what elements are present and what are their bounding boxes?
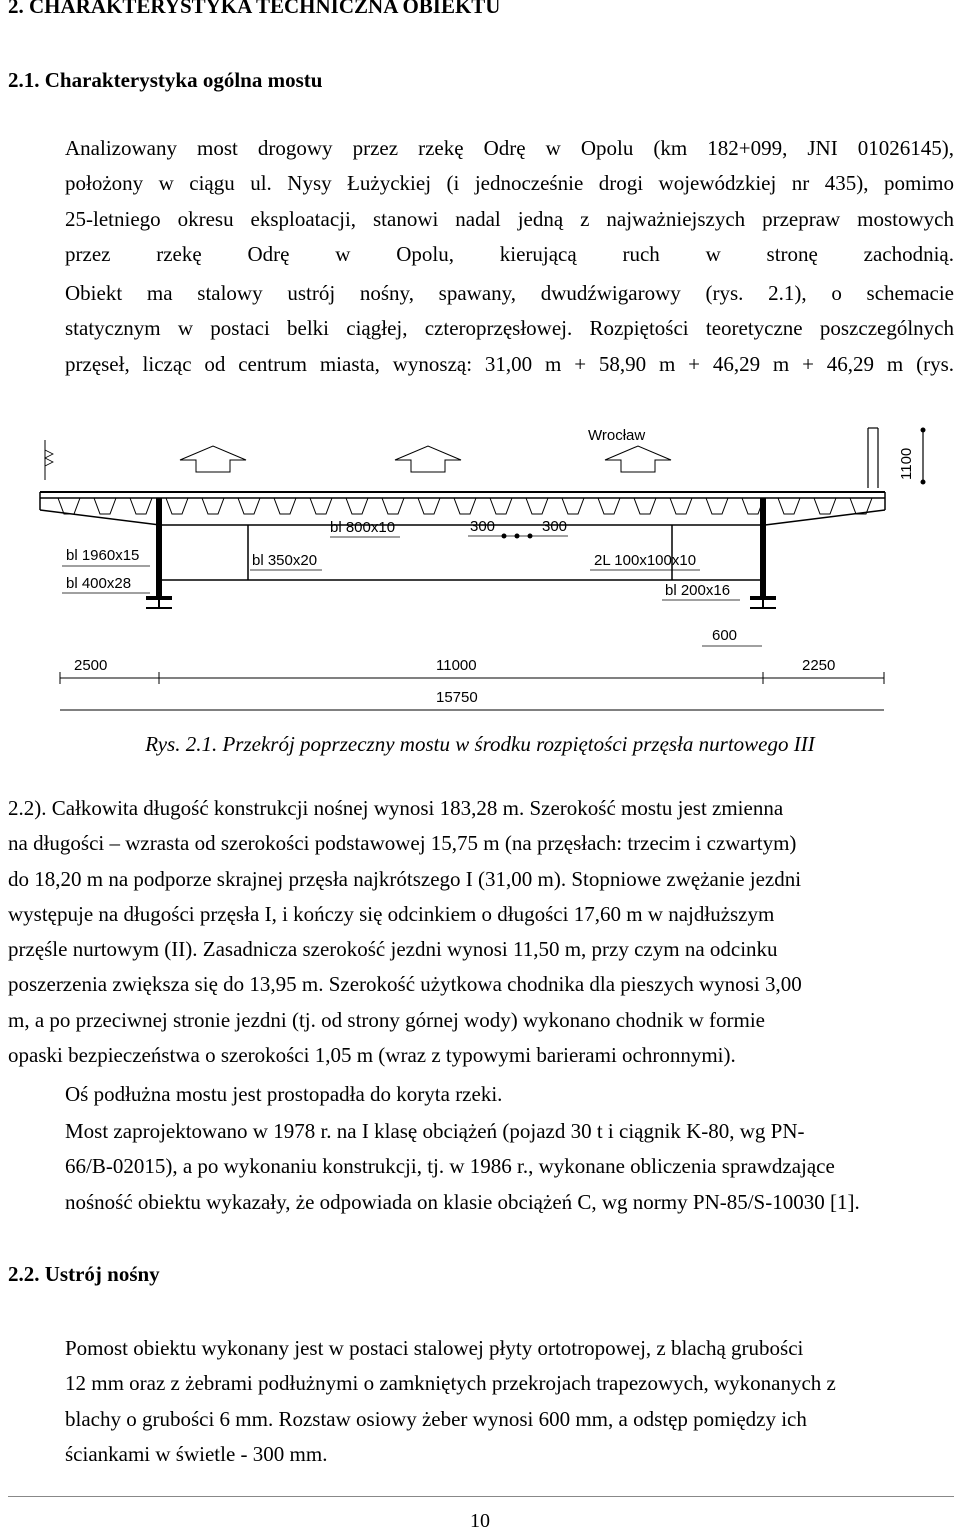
paragraph-deck: [8, 1331, 954, 1472]
text-line: poszerzenia zwiększa się do 13,95 m. Szerokość użytkowa chodnika dla pieszych wynosi 3,00: [8, 972, 802, 997]
text-line: 12 mm oraz z żebrami podłużnymi o zamkniętych przekrojach trapezowych, wykonanych z: [65, 1371, 836, 1396]
city-label: Wrocław: [588, 427, 646, 444]
paragraph-axis: [8, 1077, 954, 1112]
text-line: przęseł, licząc od centrum miasta, wynoszą: 31,00 m + 58,90 m + 46,29 m + 46,29 m (rys.: [65, 351, 954, 376]
rib: [706, 498, 728, 514]
paragraph-structure: [8, 276, 954, 382]
rib: [202, 498, 224, 514]
text-line: Oś podłużna mostu jest prostopadła do koryta rzeki.: [65, 1082, 503, 1106]
text-line: Most zaprojektowano w 1978 r. na I klasę obciążeń (pojazd 30 t i ciągnik K-80, wg PN-: [65, 1119, 805, 1143]
text-line: do 18,20 m na podporze skrajnej przęsła najkrótszego I (31,00 m). Stopniowe zwężanie jezdni: [8, 866, 802, 891]
text-line: 66/B-02015), a po wykonaniu konstrukcji, tj. w 1986 r., wykonane obliczenia sprawdzające: [65, 1154, 835, 1179]
rib: [382, 498, 404, 514]
bracing-label: 2L 100x100x10: [594, 552, 697, 569]
rib-spacing-label-1: 300: [470, 518, 496, 535]
subsection-heading-2-2: 2.2. Ustrój nośny: [8, 1262, 160, 1286]
dim-left-label: 2500: [74, 657, 108, 674]
text-line: blachy o grubości 6 mm. Rozstaw osiowy żeber wynosi 600 mm, a odstęp pomiędzy ich: [65, 1406, 807, 1431]
subsection-heading-2-1: 2.1. Charakterystyka ogólna mostu: [8, 68, 323, 92]
text-line: Pomost obiektu wykonany jest w postaci stalowej płyty ortotropowej, z blachą grubości: [65, 1336, 804, 1360]
cross-section-drawing: [0, 410, 960, 720]
text-line: na długości – wzrasta od szerokości podstawowej 15,75 m (na przęsłach: trzecim i czwartym): [8, 831, 797, 856]
height-label: 1100: [898, 447, 915, 480]
rib: [814, 498, 836, 514]
text-line: opaski bezpieczeństwa o szerokości 1,05 m (wraz z typowymi barierami ochronnymi).: [8, 1043, 736, 1068]
text-line: przez rzekę Odrę w Opolu, kierującą ruch w stronę zachodnią.: [65, 241, 954, 266]
text-line: m, a po przeciwnej stronie jezdni (tj. od strony górnej wody) wykonano chodnik w formie: [8, 1007, 765, 1032]
lane-arrow-left: [180, 446, 246, 472]
page-number: 10: [470, 1510, 490, 1532]
rib: [94, 498, 116, 514]
rib: [166, 498, 188, 514]
rib: [526, 498, 548, 514]
text-line: przęśle nurtowym (II). Zasadnicza szerokość jezdni wynosi 11,50 m, przy czym na odcinku: [8, 937, 778, 962]
rib: [238, 498, 260, 514]
paragraph-design: [8, 1114, 954, 1220]
text-line: 2.2). Całkowita długość konstrukcji nośnej wynosi 183,28 m. Szerokość mostu jest zmienna: [8, 796, 784, 820]
rib: [346, 498, 368, 514]
lane-arrow-center: [395, 446, 461, 472]
rib: [562, 498, 584, 514]
lane-arrow-right: [605, 446, 671, 472]
text-line: Obiekt ma stalowy ustrój nośny, spawany, dwudźwigarowy (rys. 2.1), o schemacie: [65, 281, 954, 305]
rib: [490, 498, 512, 514]
rib: [634, 498, 656, 514]
rib-spacing-label-2: 300: [542, 518, 568, 535]
text-line: położony w ciągu ul. Nysy Łużyckiej (i jednocześnie drogi wojewódzkiej nr 435), pomimo: [65, 171, 954, 196]
rib: [598, 498, 620, 514]
rib: [454, 498, 476, 514]
text-line: ściankami w świetle - 300 mm.: [65, 1441, 328, 1466]
text-line: Analizowany most drogowy przez rzekę Odrę w Opolu (km 182+099, JNI 01026145),: [65, 136, 954, 160]
figure-caption: Rys. 2.1. Przekrój poprzeczny mostu w środku rozpiętości przęsła nurtowego III: [145, 732, 815, 756]
text-line: nośność obiektu wykazały, że odpowiada on klasie obciążeń C, wg normy PN-85/S-10030 [1].: [65, 1189, 860, 1214]
rib: [274, 498, 296, 514]
rib: [58, 498, 80, 514]
rib-pitch-label: 600: [712, 627, 738, 644]
bottom-flange-label: bl 400x28: [66, 575, 132, 592]
dim-middle-label: 11000: [436, 657, 477, 674]
text-line: 25-letniego okresu eksploatacji, stanowi nadal jedną z najważniejszych przepraw mostowych: [65, 206, 954, 231]
gusset-label: bl 200x16: [665, 582, 731, 599]
rib: [130, 498, 152, 514]
text-line: statycznym w postaci belki ciągłej, czteroprzęsłowej. Rozpiętości teoretyczne poszczególnych: [65, 316, 954, 341]
dim-right-label: 2250: [802, 657, 836, 674]
footer-divider: [8, 1496, 954, 1497]
dim-total-label: 15750: [436, 689, 478, 706]
rib: [778, 498, 800, 514]
rib: [670, 498, 692, 514]
trapezoid-ribs: [58, 498, 872, 514]
stiffener-label: bl 350x20: [252, 552, 318, 569]
rib: [418, 498, 440, 514]
text-line: występuje na długości przęsła I, i kończy się odcinkiem o długości 17,60 m w najdłuższym: [8, 901, 775, 926]
paragraph-general: [8, 131, 954, 272]
section-heading: 2. CHARAKTERYSTYKA TECHNICZNA OBIEKTU: [8, 0, 501, 18]
top-flange-label: bl 800x10: [330, 519, 396, 536]
web-label: bl 1960x15: [66, 547, 140, 564]
rib: [310, 498, 332, 514]
paragraph-dimensions: [8, 791, 954, 1073]
